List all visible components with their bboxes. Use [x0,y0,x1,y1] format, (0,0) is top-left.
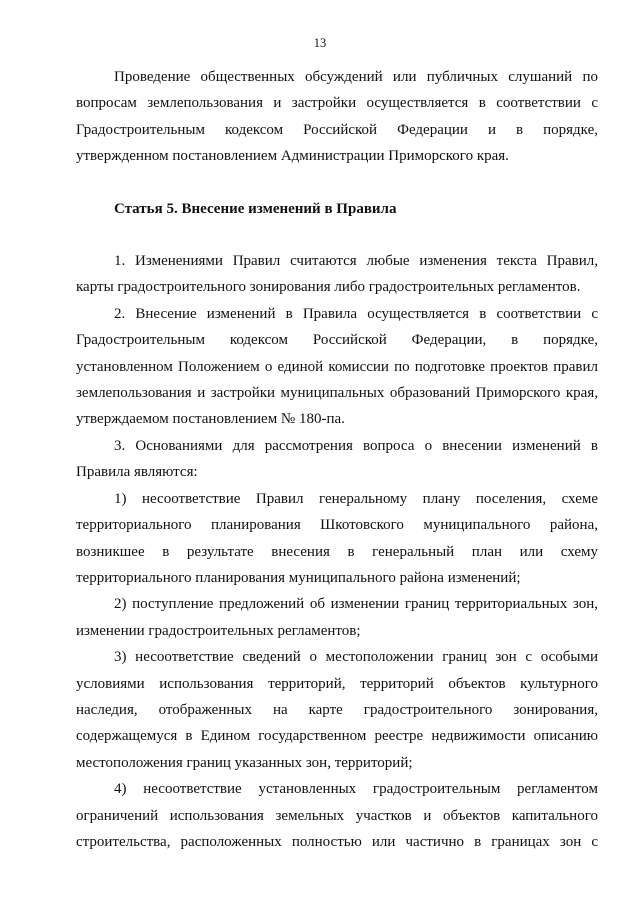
article-heading: Статья 5. Внесение изменений в Правила [114,200,397,217]
text-line: 4) несоответствие установленных градостроительным регламентом [114,781,598,798]
text-line: территориального планирования муниципального района изменений; [76,569,521,586]
text-line: землепользования и застройки муниципальных образований Приморского края, [76,385,598,402]
text-line: 2. Внесение изменений в Правила осуществляется в соответствии с [114,305,598,322]
document-body [76,64,598,855]
item-2 [76,301,598,433]
text-line: наследия, отображенных на карте градостроительного зонирования, [76,701,598,718]
text-line: содержащемуся в Едином государственном реестре недвижимости описанию [76,728,598,745]
text-line: карты градостроительного зонирования либо градостроительных регламентов. [76,279,581,296]
text-line: возникшее в результате внесения в генеральный план или схему [76,543,598,560]
text-line: условиями использования территорий, территорий объектов культурного [76,675,598,692]
text-line: Проведение общественных обсуждений или публичных слушаний по [114,69,598,85]
text-line: Градостроительным кодексом Российской Федерации, в порядке, [76,332,598,349]
text-line: Градостроительным кодексом Российской Федерации и в порядке, [76,121,598,138]
text-line: 1. Изменениями Правил считаются любые изменения текста Правил, [114,253,598,270]
text-line: ограничений использования земельных участков и объектов капитального [76,807,598,824]
text-line: установленном Положением о единой комиссии по подготовке проектов правил [76,358,598,375]
subitem-4 [76,776,598,855]
text-line: Правила являются: [76,464,198,481]
subitem-2 [76,591,598,644]
text-line: утверждаемом постановлением № 180-па. [76,411,345,428]
text-line: местоположения границ указанных зон, территорий; [76,754,413,771]
item-1 [76,248,598,301]
text-line: территориального планирования Шкотовского муниципального района, [76,517,598,534]
item-3 [76,433,598,486]
text-line: строительства, расположенных полностью или частично в границах зон с [76,833,598,850]
text-line: вопросам землепользования и застройки осуществляется в соответствии с [76,95,598,112]
paragraph-intro [76,64,598,170]
text-line: изменении градостроительных регламентов; [76,622,361,639]
text-line: утвержденном постановлением Администрации Приморского края. [76,148,509,165]
text-line: 2) поступление предложений об изменении границ территориальных зон, [114,596,598,613]
page-number: 13 [313,36,327,50]
subitem-3 [76,644,598,776]
subitem-1 [76,486,598,592]
text-line: 1) несоответствие Правил генеральному плану поселения, схеме [114,490,598,507]
text-line: 3. Основаниями для рассмотрения вопроса о внесении изменений в [114,437,598,454]
text-line: 3) несоответствие сведений о местоположении границ зон с особыми [114,649,598,666]
